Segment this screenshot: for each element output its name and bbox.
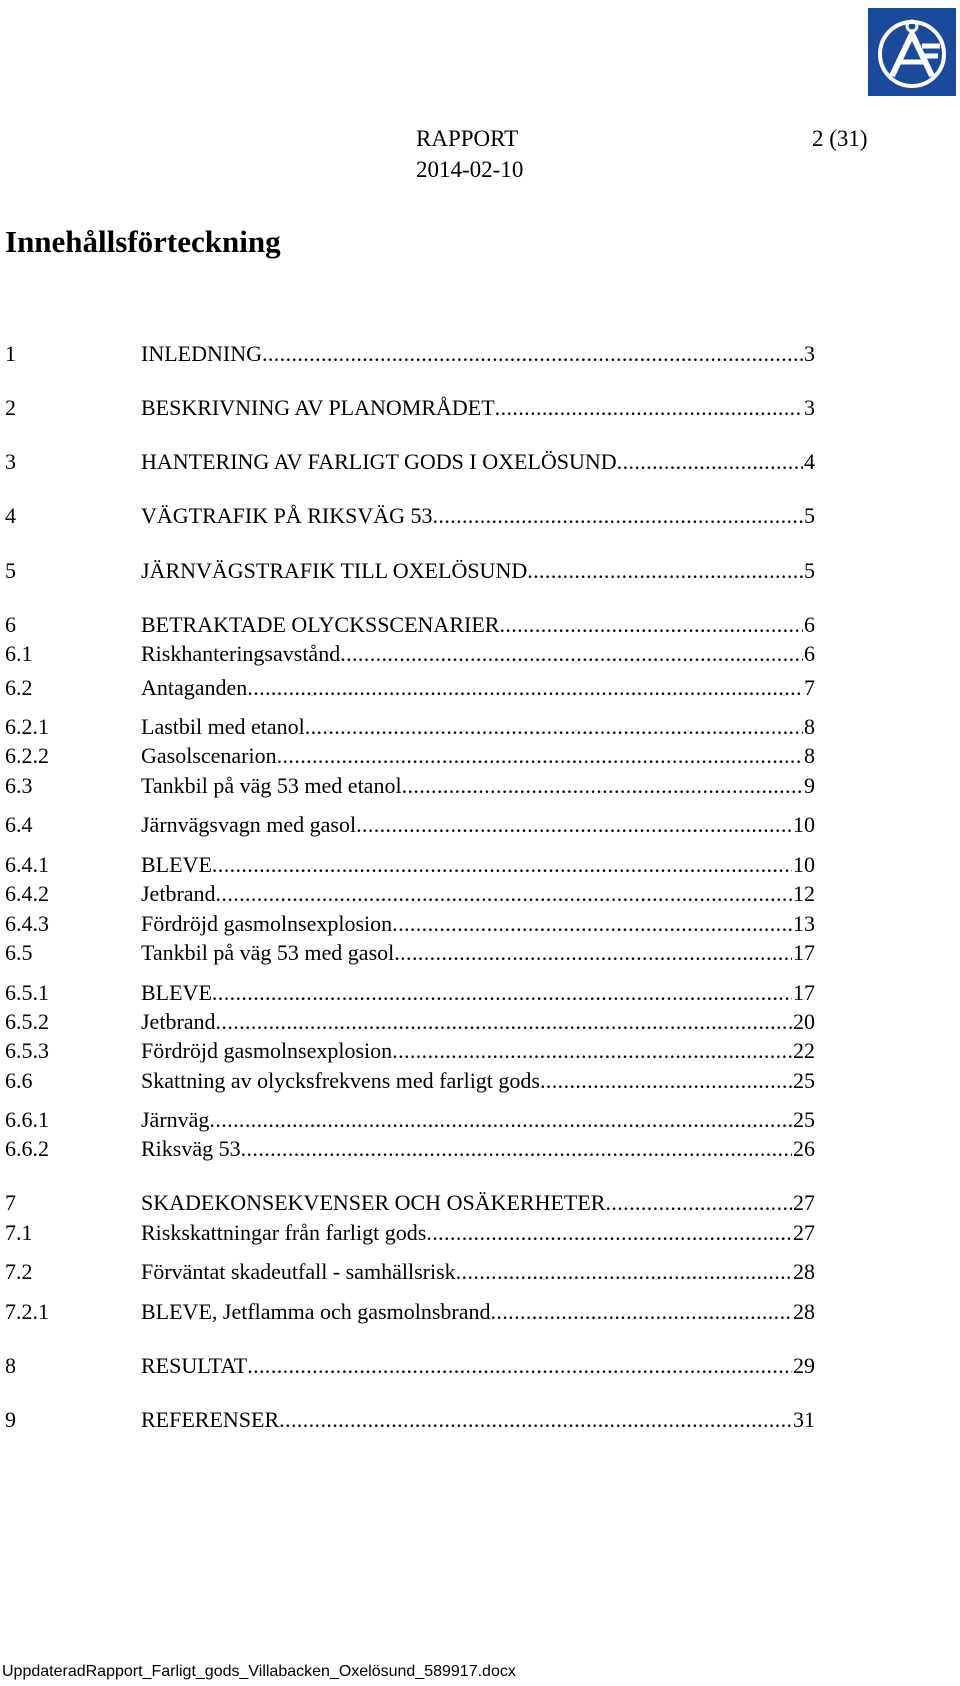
toc-entry-title: SKADEKONSEKVENSER OCH OSÄKERHETER — [141, 1190, 606, 1215]
toc-dot-leader — [495, 393, 803, 423]
toc-entry-page: 3 — [804, 395, 815, 420]
toc-entry-title: JÄRNVÄGSTRAFIK TILL OXELÖSUND — [141, 558, 528, 583]
toc-entry-link[interactable] — [141, 712, 815, 742]
toc-entry-title: Riskhanteringsavstånd — [141, 641, 341, 666]
toc-entry-title: Tankbil på väg 53 med etanol — [141, 773, 402, 798]
toc-entry-number: 6.2 — [5, 675, 33, 700]
toc-dot-leader — [279, 1405, 792, 1435]
toc-entry-page: 22 — [793, 1038, 815, 1063]
toc-entry[interactable] — [0, 1105, 960, 1135]
toc-entry-page: 8 — [804, 743, 815, 768]
toc-entry-page: 29 — [793, 1353, 815, 1378]
toc-entry-title: Järnväg — [141, 1107, 210, 1132]
toc-entry-page: 25 — [793, 1068, 815, 1093]
toc-entry-number: 9 — [5, 1407, 16, 1432]
toc-entry-title: BLEVE — [141, 852, 212, 877]
toc-entry-link[interactable] — [141, 339, 815, 369]
toc-entry-number: 6.6 — [5, 1068, 33, 1093]
toc-entry-number: 6.5.2 — [5, 1009, 49, 1034]
toc-entry-link[interactable] — [141, 1188, 815, 1218]
toc-entry[interactable] — [0, 810, 960, 840]
toc-entry-link[interactable] — [141, 1351, 815, 1381]
toc-entry-number: 6.5 — [5, 940, 33, 965]
toc-entry[interactable] — [0, 1351, 960, 1381]
toc-entry-link[interactable] — [141, 741, 815, 771]
toc-dot-leader — [340, 639, 803, 669]
toc-entry-number: 6.1 — [5, 641, 33, 666]
toc-entry-number: 7.2 — [5, 1259, 33, 1284]
toc-entry-title: Gasolscenarion — [141, 743, 277, 768]
toc-entry-number: 6.2.1 — [5, 714, 49, 739]
toc-dot-leader — [392, 1036, 792, 1066]
toc-entry[interactable] — [0, 938, 960, 968]
toc-entry-title: Lastbil med etanol — [141, 714, 305, 739]
toc-entry-page: 17 — [793, 940, 815, 965]
toc-entry[interactable] — [0, 639, 960, 669]
toc-entry-page: 6 — [804, 612, 815, 637]
toc-dot-leader — [247, 673, 803, 703]
toc-entry-link[interactable] — [141, 850, 815, 880]
toc-dot-leader — [262, 339, 803, 369]
toc-entry-page: 17 — [793, 980, 815, 1005]
toc-entry-title: Järnvägsvagn med gasol — [141, 812, 357, 837]
toc-entry-number: 8 — [5, 1353, 16, 1378]
toc-entry[interactable] — [0, 879, 960, 909]
toc-entry-link[interactable] — [141, 1405, 815, 1435]
toc-entry[interactable] — [0, 741, 960, 771]
toc-entry-number: 5 — [5, 558, 16, 583]
toc-dot-leader — [212, 978, 792, 1008]
toc-entry-number: 6.6.1 — [5, 1107, 49, 1132]
toc-entry-number: 4 — [5, 503, 16, 528]
toc-entry-link[interactable] — [141, 393, 815, 423]
toc-entry[interactable] — [0, 1007, 960, 1037]
toc-entry-number: 7 — [5, 1190, 16, 1215]
toc-entry-number: 6.6.2 — [5, 1136, 49, 1161]
toc-entry-page: 5 — [804, 558, 815, 583]
toc-entry-number: 6.3 — [5, 773, 33, 798]
toc-entry-link[interactable] — [141, 1297, 815, 1327]
toc-entry-page: 27 — [793, 1190, 815, 1215]
toc-entry[interactable] — [0, 978, 960, 1008]
toc-entry-link[interactable] — [141, 1036, 815, 1066]
toc-entry[interactable] — [0, 712, 960, 742]
toc-dot-leader — [605, 1188, 792, 1218]
toc-entry-page: 8 — [804, 714, 815, 739]
toc-entry[interactable] — [0, 1188, 960, 1218]
toc-dot-leader — [356, 810, 792, 840]
toc-entry-link[interactable] — [141, 1257, 815, 1287]
toc-dot-leader — [490, 1297, 792, 1327]
toc-entry-number: 7.2.1 — [5, 1299, 49, 1324]
report-date: 2014-02-10 — [416, 157, 524, 182]
toc-entry[interactable] — [0, 1134, 960, 1164]
toc-entry-link[interactable] — [141, 610, 815, 640]
toc-entry[interactable] — [0, 501, 960, 531]
toc-entry-link[interactable] — [141, 1066, 815, 1096]
toc-dot-leader — [277, 741, 803, 771]
toc-entry[interactable] — [0, 850, 960, 880]
toc-entry-title: BLEVE — [141, 980, 212, 1005]
toc-entry-number: 1 — [5, 341, 16, 366]
toc-dot-leader — [216, 1007, 792, 1037]
toc-entry[interactable] — [0, 556, 960, 586]
toc-entry[interactable] — [0, 610, 960, 640]
toc-entry-page: 31 — [793, 1407, 815, 1432]
footer-filename: UppdateradRapport_Farligt_gods_Villabacken_Oxelösund_589917.docx — [2, 1663, 516, 1680]
toc-entry-title: Fördröjd gasmolnsexplosion — [141, 911, 393, 936]
toc-entry-page: 25 — [793, 1107, 815, 1132]
toc-entry-number: 3 — [5, 449, 16, 474]
toc-entry[interactable] — [0, 339, 960, 369]
toc-entry-link[interactable] — [141, 1007, 815, 1037]
toc-entry-number: 6.2.2 — [5, 743, 49, 768]
toc-entry-link[interactable] — [141, 501, 815, 531]
toc-entry-page: 28 — [793, 1299, 815, 1324]
toc-entry-number: 6.4 — [5, 812, 33, 837]
toc-entry-title: INLEDNING — [141, 341, 262, 366]
toc-entry-page: 26 — [793, 1136, 815, 1161]
toc-dot-leader — [216, 879, 792, 909]
toc-entry-title: Fördröjd gasmolnsexplosion — [141, 1038, 393, 1063]
report-label: RAPPORT — [416, 126, 519, 151]
toc-entry[interactable] — [0, 771, 960, 801]
toc-dot-leader — [212, 850, 792, 880]
toc-dot-leader — [247, 1351, 792, 1381]
toc-dot-leader — [305, 712, 803, 742]
toc-entry-page: 10 — [793, 852, 815, 877]
toc-entry-link[interactable] — [141, 771, 815, 801]
toc-entry-title: Riksväg 53 — [141, 1136, 241, 1161]
toc-entry-page: 27 — [793, 1220, 815, 1245]
toc-dot-leader — [456, 1257, 792, 1287]
toc-entry-title: Jetbrand — [141, 1009, 216, 1034]
toc-entry-title: BESKRIVNING AV PLANOMRÅDET — [141, 395, 495, 420]
toc-entry-page: 12 — [793, 881, 815, 906]
toc-entry-page: 6 — [804, 641, 815, 666]
toc-entry-page: 9 — [804, 773, 815, 798]
toc-entry-number: 6.4.3 — [5, 911, 49, 936]
toc-entry-title: HANTERING AV FARLIGT GODS I OXELÖSUND — [141, 449, 617, 474]
toc-entry-number: 6 — [5, 612, 16, 637]
toc-dot-leader — [209, 1105, 792, 1135]
toc-entry-link[interactable] — [141, 447, 815, 477]
toc-entry-number: 7.1 — [5, 1220, 33, 1245]
toc-entry-title: REFERENSER — [141, 1407, 280, 1432]
toc-heading: Innehållsförteckning — [5, 224, 281, 259]
toc-entry-number: 6.5.3 — [5, 1038, 49, 1063]
toc-entry[interactable] — [0, 393, 960, 423]
toc-entry[interactable] — [0, 447, 960, 477]
toc-dot-leader — [499, 610, 803, 640]
toc-entry[interactable] — [0, 1405, 960, 1435]
toc-entry[interactable] — [0, 1297, 960, 1327]
toc-entry-number: 6.5.1 — [5, 980, 49, 1005]
toc-dot-leader — [433, 501, 803, 531]
toc-entry-title: Jetbrand — [141, 881, 216, 906]
toc-dot-leader — [241, 1134, 792, 1164]
toc-entry-page: 3 — [804, 341, 815, 366]
toc-entry-page: 10 — [793, 812, 815, 837]
toc-entry-page: 5 — [804, 503, 815, 528]
toc-entry-title: BLEVE, Jetflamma och gasmolnsbrand — [141, 1299, 491, 1324]
toc-entry-title: Förväntat skadeutfall - samhällsrisk — [141, 1259, 456, 1284]
toc-entry-link[interactable] — [141, 909, 815, 939]
toc-entry[interactable] — [0, 673, 960, 703]
toc-entry-page: 20 — [793, 1009, 815, 1034]
toc-entry-page: 7 — [804, 675, 815, 700]
toc-dot-leader — [527, 556, 803, 586]
toc-entry-link[interactable] — [141, 938, 815, 968]
toc-entry-page: 28 — [793, 1259, 815, 1284]
toc-entry[interactable] — [0, 1218, 960, 1248]
toc-entry-title: Tankbil på väg 53 med gasol — [141, 940, 395, 965]
toc-entry[interactable] — [0, 1036, 960, 1066]
toc-entry-title: VÄGTRAFIK PÅ RIKSVÄG 53 — [141, 503, 433, 528]
toc-dot-leader — [392, 909, 792, 939]
toc-entry-link[interactable] — [141, 1134, 815, 1164]
toc-entry-title: Antaganden — [141, 675, 248, 700]
toc-entry-number: 6.4.2 — [5, 881, 49, 906]
toc-entry-link[interactable] — [141, 1105, 815, 1135]
toc-entry-number: 6.4.1 — [5, 852, 49, 877]
toc-entry[interactable] — [0, 1066, 960, 1096]
toc-entry[interactable] — [0, 909, 960, 939]
toc-entry-title: BETRAKTADE OLYCKSSCENARIER — [141, 612, 500, 637]
page-indicator: 2 (31) — [812, 126, 868, 151]
toc-dot-leader — [540, 1066, 792, 1096]
toc-entry-page: 4 — [804, 449, 815, 474]
toc-entry-link[interactable] — [141, 639, 815, 669]
toc-dot-leader — [402, 771, 803, 801]
toc-entry-link[interactable] — [141, 1218, 815, 1248]
toc-entry[interactable] — [0, 1257, 960, 1287]
toc-entry-link[interactable] — [141, 810, 815, 840]
toc-entry-link[interactable] — [141, 879, 815, 909]
toc-entry-number: 2 — [5, 395, 16, 420]
toc-entry-link[interactable] — [141, 556, 815, 586]
toc-dot-leader — [617, 447, 803, 477]
toc-entry-title: Riskskattningar från farligt gods — [141, 1220, 427, 1245]
toc-entry-title: RESULTAT — [141, 1353, 248, 1378]
toc-entry-link[interactable] — [141, 673, 815, 703]
toc-entry-page: 13 — [793, 911, 815, 936]
toc-entry-title: Skattning av olycksfrekvens med farligt gods — [141, 1068, 540, 1093]
toc-dot-leader — [394, 938, 792, 968]
toc-dot-leader — [426, 1218, 792, 1248]
toc-entry-link[interactable] — [141, 978, 815, 1008]
